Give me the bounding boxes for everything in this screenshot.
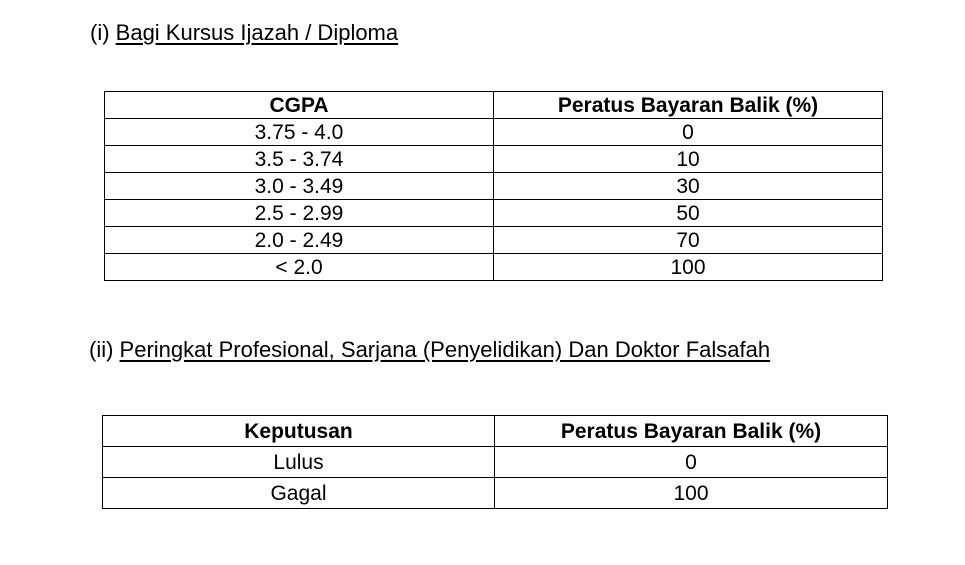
result-cell: Lulus bbox=[103, 447, 495, 478]
table-row bbox=[105, 200, 883, 227]
table-row bbox=[105, 227, 883, 254]
section-1-prefix: (i) bbox=[90, 20, 116, 45]
section-1-heading bbox=[90, 20, 398, 46]
header-refund-percent: Peratus Bayaran Balik (%) bbox=[495, 416, 888, 447]
cgpa-cell: 3.5 - 3.74 bbox=[105, 146, 494, 173]
table-row bbox=[105, 173, 883, 200]
cgpa-cell: 3.75 - 4.0 bbox=[105, 119, 494, 146]
header-refund-percent: Peratus Bayaran Balik (%) bbox=[494, 92, 883, 119]
cgpa-cell: 2.5 - 2.99 bbox=[105, 200, 494, 227]
table-header-row bbox=[103, 416, 888, 447]
table-row bbox=[105, 119, 883, 146]
cgpa-refund-table bbox=[104, 91, 883, 281]
section-1-title: Bagi Kursus Ijazah / Diploma bbox=[115, 20, 399, 45]
refund-cell: 0 bbox=[494, 119, 883, 146]
section-2-prefix: (ii) bbox=[89, 337, 120, 362]
table-row bbox=[105, 254, 883, 281]
cgpa-cell: 3.0 - 3.49 bbox=[105, 173, 494, 200]
table-header-row bbox=[105, 92, 883, 119]
table-row bbox=[103, 447, 888, 478]
table-row bbox=[103, 478, 888, 509]
header-result: Keputusan bbox=[103, 416, 495, 447]
refund-cell: 100 bbox=[495, 478, 888, 509]
table-row bbox=[105, 146, 883, 173]
refund-cell: 50 bbox=[494, 200, 883, 227]
section-2-heading bbox=[89, 337, 770, 363]
cgpa-cell: 2.0 - 2.49 bbox=[105, 227, 494, 254]
refund-cell: 30 bbox=[494, 173, 883, 200]
refund-cell: 10 bbox=[494, 146, 883, 173]
section-2-title: Peringkat Profesional, Sarjana (Penyelidikan) Dan Doktor Falsafah bbox=[119, 337, 771, 362]
refund-cell: 70 bbox=[494, 227, 883, 254]
refund-cell: 100 bbox=[494, 254, 883, 281]
header-cgpa: CGPA bbox=[105, 92, 494, 119]
refund-cell: 0 bbox=[495, 447, 888, 478]
cgpa-cell: < 2.0 bbox=[105, 254, 494, 281]
result-refund-table bbox=[102, 415, 888, 509]
result-cell: Gagal bbox=[103, 478, 495, 509]
